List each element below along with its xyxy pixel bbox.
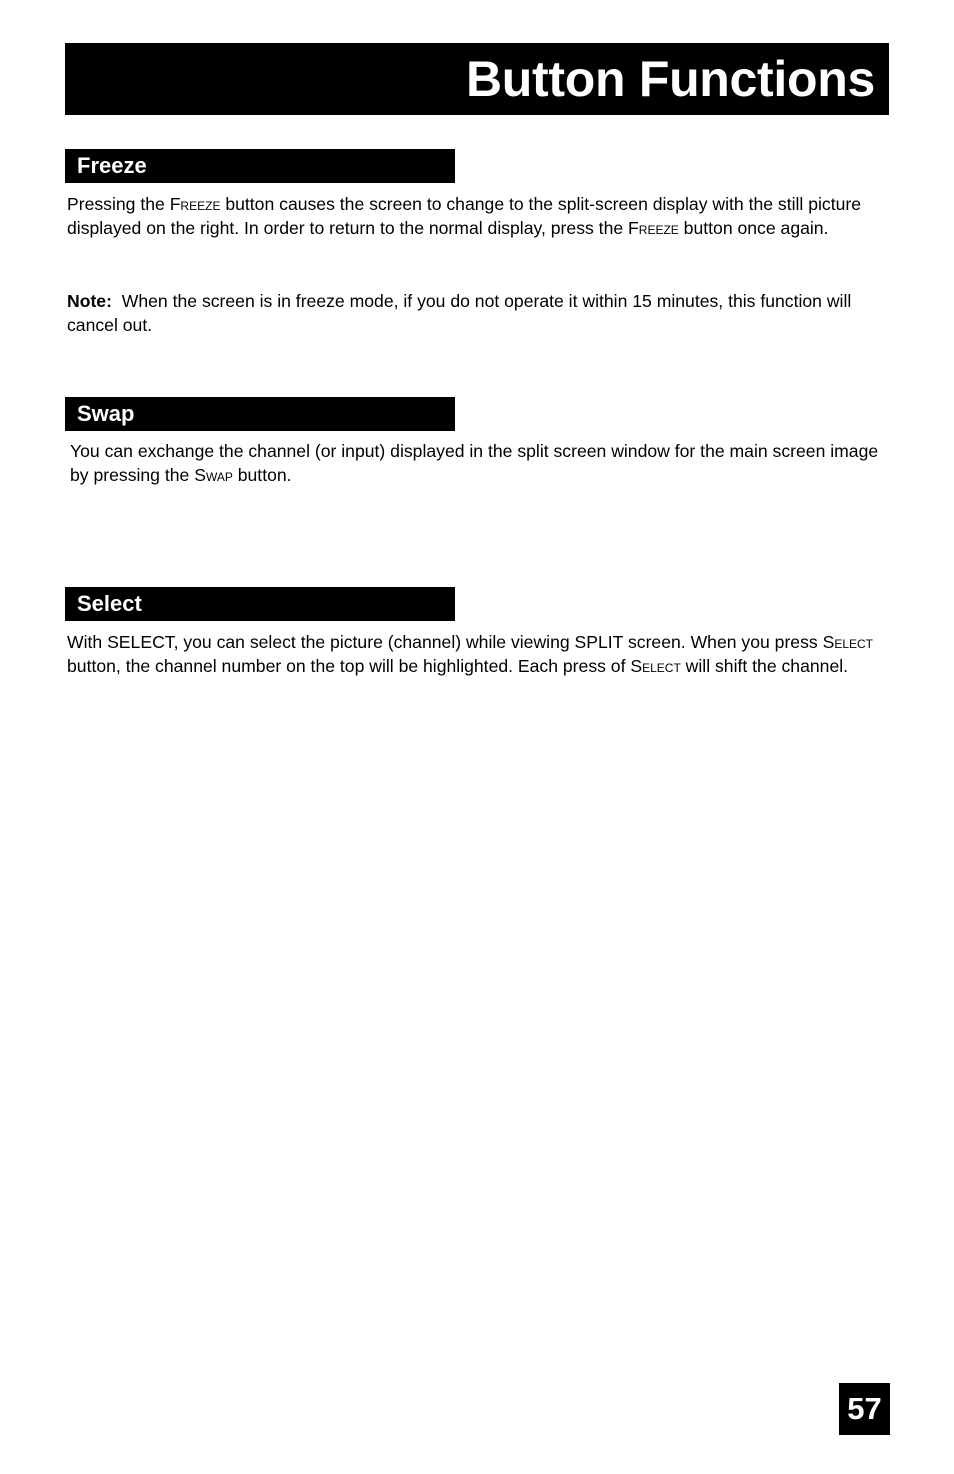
- text-run: Pressing the: [67, 194, 170, 214]
- text-run: button once again.: [678, 217, 829, 238]
- select-description: [67, 631, 897, 678]
- section-header-select: [65, 587, 455, 621]
- button-name-freeze: Freeze: [169, 194, 221, 214]
- section-title-swap: Swap: [77, 401, 135, 426]
- button-name-select: Select: [630, 655, 681, 676]
- section-header-swap: [65, 397, 455, 431]
- note-label: Note:: [67, 291, 112, 311]
- section-title-freeze: Freeze: [77, 153, 147, 178]
- button-name-freeze: Freeze: [628, 217, 679, 238]
- text-run: With SELECT, you can select the picture (channel) while viewing SPLIT screen. When you press: [67, 632, 823, 652]
- swap-description: [70, 440, 900, 487]
- page-title: Button Functions: [466, 51, 875, 107]
- page-number: 57: [839, 1383, 890, 1435]
- text-run: You can exchange the channel (or input) displayed in the split screen window for the main screen image by pressing the: [70, 441, 879, 485]
- text-run: button, the channel number on the top will be highlighted. Each press of: [67, 655, 631, 676]
- freeze-description: [67, 193, 897, 240]
- note-text: When the screen is in freeze mode, if you do not operate it within 15 minutes, this function will cancel out.: [67, 291, 857, 335]
- button-name-select: Select: [822, 632, 873, 652]
- text-run: will shift the channel.: [680, 655, 849, 676]
- section-header-freeze: [65, 149, 455, 183]
- section-title-select: Select: [77, 591, 142, 616]
- button-name-swap: Swap: [194, 464, 233, 485]
- page-title-bar: [65, 43, 889, 115]
- freeze-note: [67, 290, 897, 337]
- text-run: button causes the screen to change to the split-screen display with the still picture displayed on the right. In order to return to the normal display, press the: [67, 194, 862, 238]
- text-run: button.: [232, 464, 292, 485]
